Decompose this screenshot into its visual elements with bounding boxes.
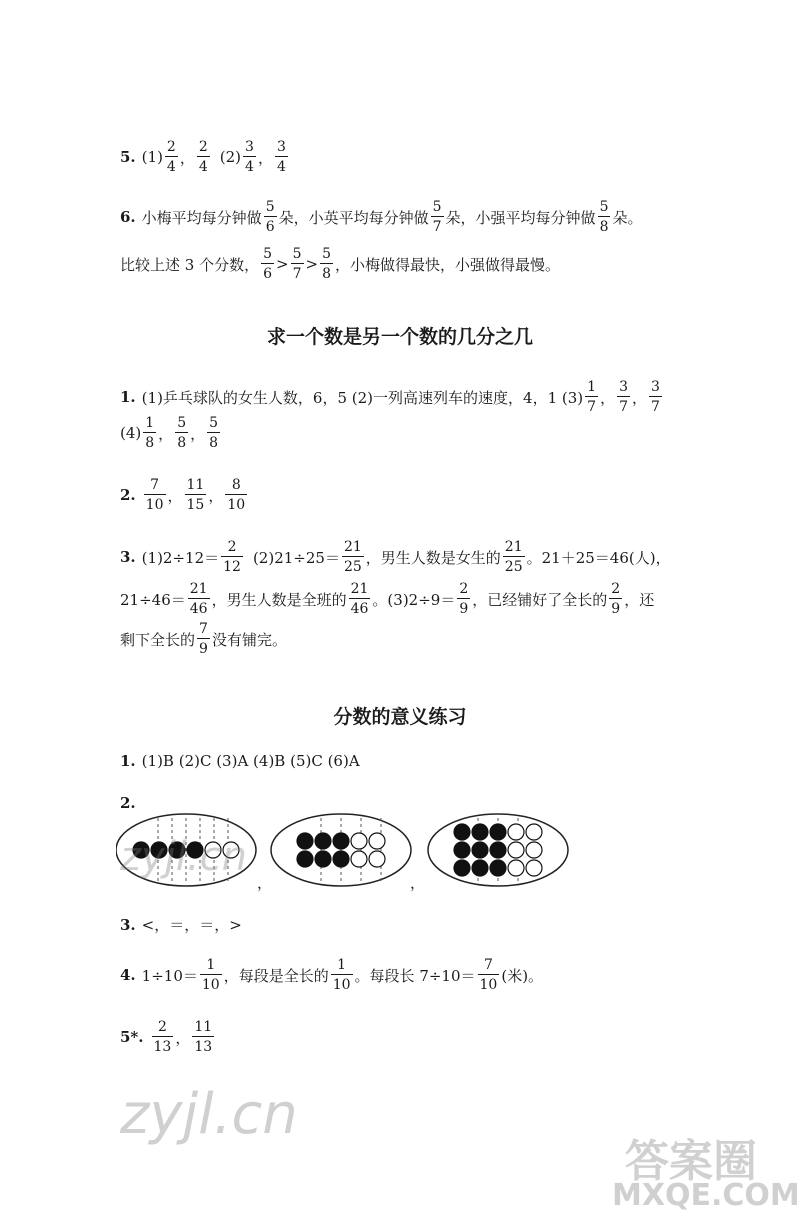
question-number: 5*. <box>120 1028 144 1046</box>
empty-dot <box>508 860 524 876</box>
part-label: (2) <box>219 148 242 166</box>
fraction: $\frac{1}{10}$ <box>201 957 220 993</box>
question-number: 6. <box>120 208 136 226</box>
filled-dot <box>333 833 349 849</box>
filled-dot <box>454 824 470 840</box>
watermark: MXQE.COM <box>612 1178 800 1213</box>
s1q2-line: 2. $\frac{7}{10}$ ， $\frac{11}{15}$ ， $\frac{8}{10}$ <box>120 477 246 513</box>
fraction: $\frac{3}{4}$ <box>245 139 254 175</box>
filled-dot <box>297 833 313 849</box>
question-number: 5. <box>120 148 136 166</box>
filled-dot <box>490 860 506 876</box>
s2q1-line: 1. (1)B (2)C (3)A (4)B (5)C (6)A <box>120 752 360 770</box>
filled-dot <box>315 851 331 867</box>
question-number: 4. <box>120 966 136 984</box>
question-number: 3. <box>120 915 136 934</box>
filled-dot <box>333 851 349 867</box>
separator-comma: ， <box>257 874 273 892</box>
watermark: 答案圈 <box>625 1136 757 1187</box>
empty-dot <box>351 851 367 867</box>
filled-dot <box>297 851 313 867</box>
empty-dot <box>526 824 542 840</box>
filled-dot <box>454 842 470 858</box>
fraction: $\frac{1}{7}$ <box>587 379 597 415</box>
filled-dot <box>472 860 488 876</box>
empty-dot <box>369 851 385 867</box>
question-number: 1. <box>120 752 136 770</box>
section-title: 分数的意义练习 <box>333 706 467 728</box>
s1q3-line1: 3. (1)2÷12＝ $\frac{2}{12}$ (2)21÷25＝ $\frac{21}{25}$ ，男生人数是女生的 $\frac{21}{25}$ 。21＋25＝46(人)， <box>120 539 671 575</box>
question-number: 2. <box>120 486 136 504</box>
fraction: $\frac{3}{4}$ <box>276 139 286 175</box>
empty-dot <box>526 860 542 876</box>
fraction: $\frac{11}{13}$ <box>194 1019 213 1055</box>
question-number: 2. <box>120 794 136 812</box>
fraction: $\frac{21}{46}$ <box>189 581 208 617</box>
filled-dot <box>490 842 506 858</box>
fraction: $\frac{7}{10}$ <box>145 477 164 513</box>
fraction: $\frac{5}{7}$ <box>432 199 442 235</box>
watermark: zyjl.cn <box>120 834 247 880</box>
fraction: $\frac{5}{8}$ <box>177 415 187 451</box>
filled-dot <box>315 833 331 849</box>
question-number: 3. <box>120 548 136 566</box>
s1q3-line2: 21÷46＝ $\frac{21}{46}$ ，男生人数是全班的 $\frac{21}{46}$ 。(3)2÷9＝ $\frac{2}{9}$ ，已经铺好了全长的 $\frac{2}{9}$ ，还 <box>120 581 655 617</box>
fraction: $\frac{3}{7}$ <box>619 379 628 415</box>
empty-dot <box>508 842 524 858</box>
fraction: $\frac{1}{8}$ <box>145 415 155 451</box>
fraction: $\frac{2}{4}$ <box>198 139 208 175</box>
question-number: 1. <box>120 388 136 406</box>
filled-dot <box>472 842 488 858</box>
part-label: (1) <box>141 148 163 166</box>
fraction: $\frac{5}{8}$ <box>322 246 332 282</box>
q6-line2: 比较上述 3 个分数， $\frac{5}{6}$ > $\frac{5}{7}$ > $\frac{5}{8}$ ，小梅做得最快，小强做得最慢。 <box>120 246 561 282</box>
empty-dot <box>369 833 385 849</box>
empty-dot <box>351 833 367 849</box>
fraction: $\frac{2}{9}$ <box>459 581 469 617</box>
fraction: $\frac{21}{25}$ <box>504 539 523 575</box>
separator-comma: ， <box>410 874 426 892</box>
filled-dot <box>490 824 506 840</box>
fraction: $\frac{5}{8}$ <box>599 199 609 235</box>
s2q5-line: 5*. $\frac{2}{13}$ ， $\frac{11}{13}$ <box>120 1019 213 1055</box>
fraction: $\frac{5}{7}$ <box>292 246 302 282</box>
section-title: 求一个数是另一个数的几分之几 <box>266 326 533 348</box>
s2q3-line: 3. <，＝，＝，> <box>120 915 242 934</box>
fraction: $\frac{1}{10}$ <box>332 957 351 993</box>
fraction: $\frac{8}{10}$ <box>227 477 246 513</box>
fraction: $\frac{21}{25}$ <box>343 539 362 575</box>
fraction: $\frac{2}{13}$ <box>153 1019 172 1055</box>
fraction: $\frac{3}{7}$ <box>651 379 660 415</box>
empty-dot <box>508 824 524 840</box>
part-label: (4) <box>120 424 142 442</box>
s2q4-line: 4. 1÷10＝ $\frac{1}{10}$ ，每段是全长的 $\frac{1}{10}$ 。每段长 7÷10＝ $\frac{7}{10}$ (米)。 <box>120 957 544 993</box>
fraction: $\frac{5}{8}$ <box>209 415 219 451</box>
fraction: $\frac{7}{10}$ <box>479 957 498 993</box>
fraction: $\frac{5}{6}$ <box>263 246 273 282</box>
fraction: $\frac{2}{4}$ <box>166 139 176 175</box>
fraction: $\frac{21}{46}$ <box>350 581 369 617</box>
s1q1-line1: 1. (1)乒乓球队的女生人数，6，5 (2)一列高速列车的速度，4，1 (3) $\frac{1}{7}$ ， $\frac{3}{7}$ ， $\frac{3}{7}$ <box>120 379 660 415</box>
ellipse-figure-2 <box>271 814 411 886</box>
fraction: $\frac{2}{12}$ <box>223 539 241 575</box>
fraction: $\frac{5}{6}$ <box>265 199 275 235</box>
fraction: $\frac{11}{15}$ <box>186 477 205 513</box>
s1q1-line2: (4) $\frac{1}{8}$ ， $\frac{5}{8}$ ， $\frac{5}{8}$ <box>120 415 219 451</box>
ellipse-figure-3 <box>428 814 568 886</box>
s1q3-line3: 剩下全长的 $\frac{7}{9}$ 没有铺完。 <box>120 621 287 657</box>
filled-dot <box>472 824 488 840</box>
fraction: $\frac{7}{9}$ <box>199 621 208 657</box>
empty-dot <box>526 842 542 858</box>
q6-line1: 6. 小梅平均每分钟做 $\frac{5}{6}$ 朵，小英平均每分钟做 $\frac{5}{7}$ 朵，小强平均每分钟做 $\frac{5}{8}$ 朵。 <box>120 199 643 235</box>
q5-line: 5. (1) $\frac{2}{4}$ ， $\frac{2}{4}$ (2) $\frac{3}{4}$ ， $\frac{3}{4}$ <box>120 139 286 175</box>
watermark: zyjl.cn <box>120 1082 298 1147</box>
filled-dot <box>454 860 470 876</box>
fraction: $\frac{2}{9}$ <box>611 581 621 617</box>
